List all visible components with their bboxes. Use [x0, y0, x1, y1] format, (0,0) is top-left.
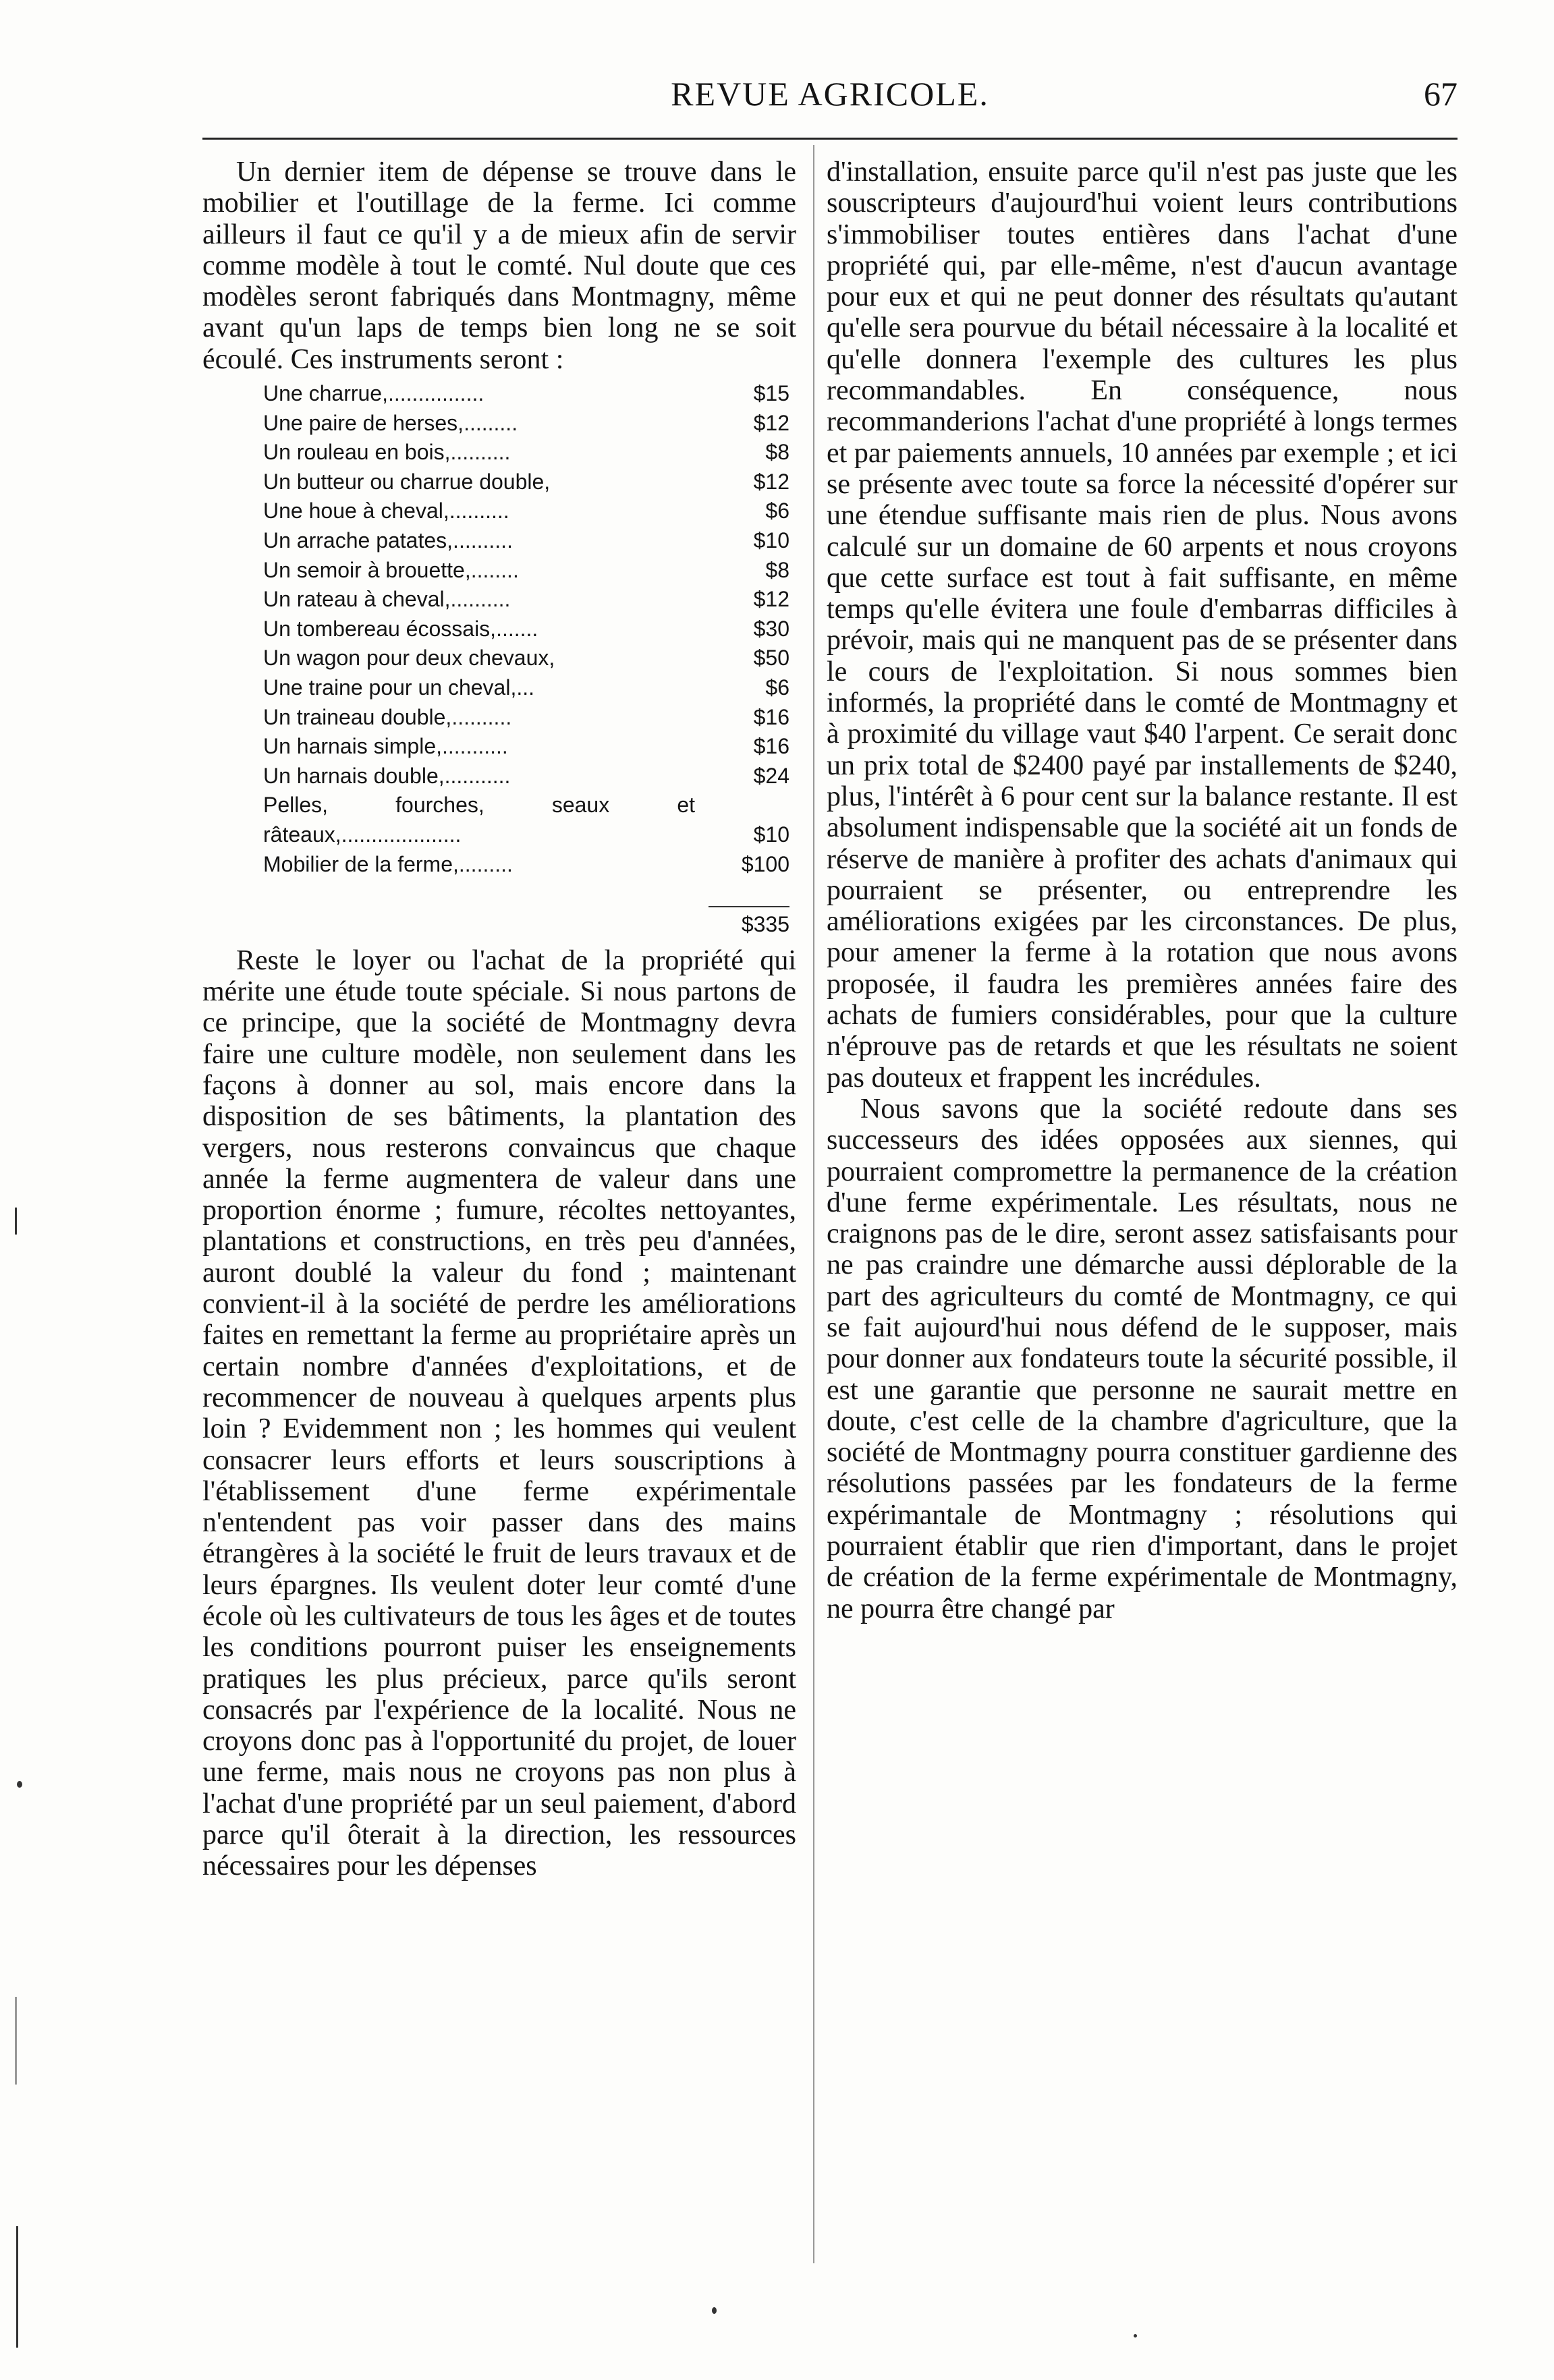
item-price: $50 [753, 646, 789, 671]
item-name: Un rouleau en bois,.......... [263, 440, 511, 465]
item-name: Pelles, fourches, seaux et râteaux,.................... [263, 793, 695, 847]
item-price: $100 [741, 851, 789, 876]
list-item [263, 526, 789, 556]
list-item [263, 379, 789, 409]
list-item [263, 673, 789, 703]
item-name: Un butteur ou charrue double, [263, 469, 551, 494]
list-item [263, 644, 789, 673]
item-name: Un harnais double,........... [263, 763, 511, 788]
column-divider [813, 145, 814, 2263]
item-name: Une traine pour un cheval,... [263, 675, 535, 700]
item-name: Un traineau double,.......... [263, 704, 512, 729]
item-name: Un wagon pour deux chevaux, [263, 646, 555, 671]
intro-paragraph: Un dernier item de dépense se trouve dans le mobilier et l'outillage de la ferme. Ici comme ailleurs il faut ce qu'il y a de mieux afin de servir comme modèle à tout le comté. Nul doute que ces modèles seront fabriqués dans Montmagny, même avant qu'un laps de temps bien long ne se soit écoulé. Ces instruments seront : [202, 157, 796, 375]
page-number: 67 [1424, 75, 1458, 113]
continued-paragraph: d'installation, ensuite parce qu'il n'est pas juste que les souscripteurs d'aujourd'hui voient leurs contributions s'immobiliser toutes entières dans l'achat d'une propriété qui, par elle-même, n'est d'aucun avantage pour eux et qui ne peut donner des résultats qu'autant qu'elle sera pourvue du bétail nécessaire à la localité et qu'elle donnera l'exemple des cultures les plus recommandables. En conséquence, nous recommanderions l'achat d'une propriété à longs termes et par paiements annuels, 10 années par exemple ; et ici se présente avec toute sa force la nécessité d'opérer sur une étendue suffisante mais rien de plus. Nous avons calculé sur un domaine de 60 arpents et nous croyons que cette surface est tout à fait suffisante, en même temps qu'elle évitera une foule d'embarras difficiles à prévoir, mais qui ne manquent pas de se présenter dans le cours de l'exploitation. Si nous sommes bien informés, la propriété dans le comté de Montmagny et à proximité du village vaut $40 l'arpent. Ce serait donc un prix total de $2400 payé par installements de $240, plus, l'intérêt à 6 pour cent sur la balance restante. Il est absolument indispensable que la société ait un fonds de réserve de manière à profiter des achats d'animaux qui pourraient se présenter, ou entreprendre les améliorations exigées par les circonstances. De plus, pour amener la ferme à la rotation que nous avons proposée, il faudra les premières années faire des achats de fumiers considérables, pour que la culture n'éprouve pas de retards et que les résultats ne soient pas douteux et frappent les incrédules. [827, 157, 1458, 1094]
item-name: Un semoir à brouette,........ [263, 557, 519, 582]
list-item [263, 791, 789, 849]
running-header [202, 74, 1458, 128]
total-value: $335 [709, 906, 789, 940]
item-price: $12 [753, 587, 789, 612]
list-item [263, 762, 789, 791]
item-name: Une paire de herses,......... [263, 410, 518, 435]
list-item [263, 409, 789, 438]
scan-edge-mark [16, 2226, 18, 2348]
item-price: $10 [753, 822, 789, 847]
item-name: Un rateau à cheval,.......... [263, 587, 511, 612]
item-name: Un harnais simple,........... [263, 734, 508, 759]
item-name: Une charrue,................ [263, 381, 484, 406]
item-price: $16 [753, 704, 789, 729]
scan-edge-mark [15, 1997, 17, 2085]
item-name: Un tombereau écossais,....... [263, 616, 538, 641]
list-item [263, 732, 789, 762]
list-item [263, 703, 789, 733]
header-rule [202, 138, 1458, 140]
item-price: $15 [753, 381, 789, 406]
running-title: REVUE AGRICOLE. [671, 75, 989, 113]
list-item [263, 556, 789, 586]
item-price: $6 [765, 675, 789, 700]
item-price: $8 [765, 557, 789, 582]
item-price: $10 [753, 528, 789, 553]
total-row [263, 906, 789, 940]
list-item [263, 850, 789, 880]
item-price: $16 [753, 734, 789, 759]
item-price: $12 [753, 469, 789, 494]
property-paragraph: Reste le loyer ou l'achat de la propriété qui mérite une étude toute spéciale. Si nous partons de ce principe, que la société de Montmagny devra faire une culture modèle, non seulement dans les façons à donner au sol, mais encore dans la disposition de ses bâtiments, la plantation des vergers, nous resterons convaincus que chaque année la ferme augmentera de valeur dans une proportion énorme ; fumure, récoltes nettoyantes, plantations et constructions, en très peu d'années, auront doublé la valeur du fond ; maintenant convient-il à la société de perdre les améliorations faites en remettant la ferme au propriétaire après un certain nombre d'années d'exploitations, et de recommencer de nouveau à quelques arpents plus loin ? Evidemment non ; les hommes qui veulent consacrer leurs efforts et leurs souscriptions à l'établissement d'une ferme expérimentale n'entendent pas voir passer dans des mains étrangères à la société le fruit de leurs travaux et de leurs épargnes. Ils veulent doter leur comté d'une école où les cultivateurs de tous les âges et de toutes les conditions pourront puiser les enseignements pratiques les plus précieux, parce qu'ils seront consacrés par l'expérience de la localité. Nous ne croyons donc pas à l'opportunité du projet, de louer une ferme, mais nous ne croyons pas non plus à l'achat d'une propriété par un seul paiement, d'abord parce qu'il ôterait à la direction, les ressources nécessaires pour les dépenses [202, 944, 796, 1882]
item-price: $24 [753, 763, 789, 788]
list-item [263, 438, 789, 468]
item-price: $8 [765, 440, 789, 465]
equipment-list [263, 379, 789, 940]
list-item [263, 615, 789, 644]
item-price: $12 [753, 410, 789, 435]
item-name: Un arrache patates,.......... [263, 528, 513, 553]
item-price: $6 [765, 499, 789, 523]
right-column [827, 157, 1458, 1624]
ink-speck [1134, 2334, 1137, 2338]
scan-edge-mark [15, 1208, 17, 1235]
item-price: $30 [753, 616, 789, 641]
guarantee-paragraph: Nous savons que la société redoute dans ses successeurs des idées opposées aux siennes, qui pourraient compromettre la permanence de la création d'une ferme expérimentale. Les résultats, nous ne craignons pas de le dire, seront assez satisfaisants pour ne pas craindre une démarche aussi déplorable de la part des agriculteurs du comté de Montmagny, ce qui se fait aujourd'hui nous défend de le supposer, mais pour donner aux fondateurs toute la sécurité possible, il est une garantie que personne ne saurait mettre en doute, c'est celle de la chambre d'agriculture, que la société de Montmagny pourra constituer gardienne des résolutions passées par les fondateurs de la ferme expérimantale de Montmagny ; résolutions qui pourraient établir que rien d'important, dans le projet de création de la ferme expérimentale de Montmagny, ne pourra être changé par [827, 1093, 1458, 1624]
list-item [263, 585, 789, 615]
list-item [263, 497, 789, 526]
ink-speck [712, 2307, 717, 2314]
item-name: Une houe à cheval,.......... [263, 499, 509, 523]
item-name: Mobilier de la ferme,......... [263, 851, 513, 876]
list-item [263, 468, 789, 497]
left-column [202, 157, 796, 1882]
ink-speck [17, 1781, 22, 1788]
